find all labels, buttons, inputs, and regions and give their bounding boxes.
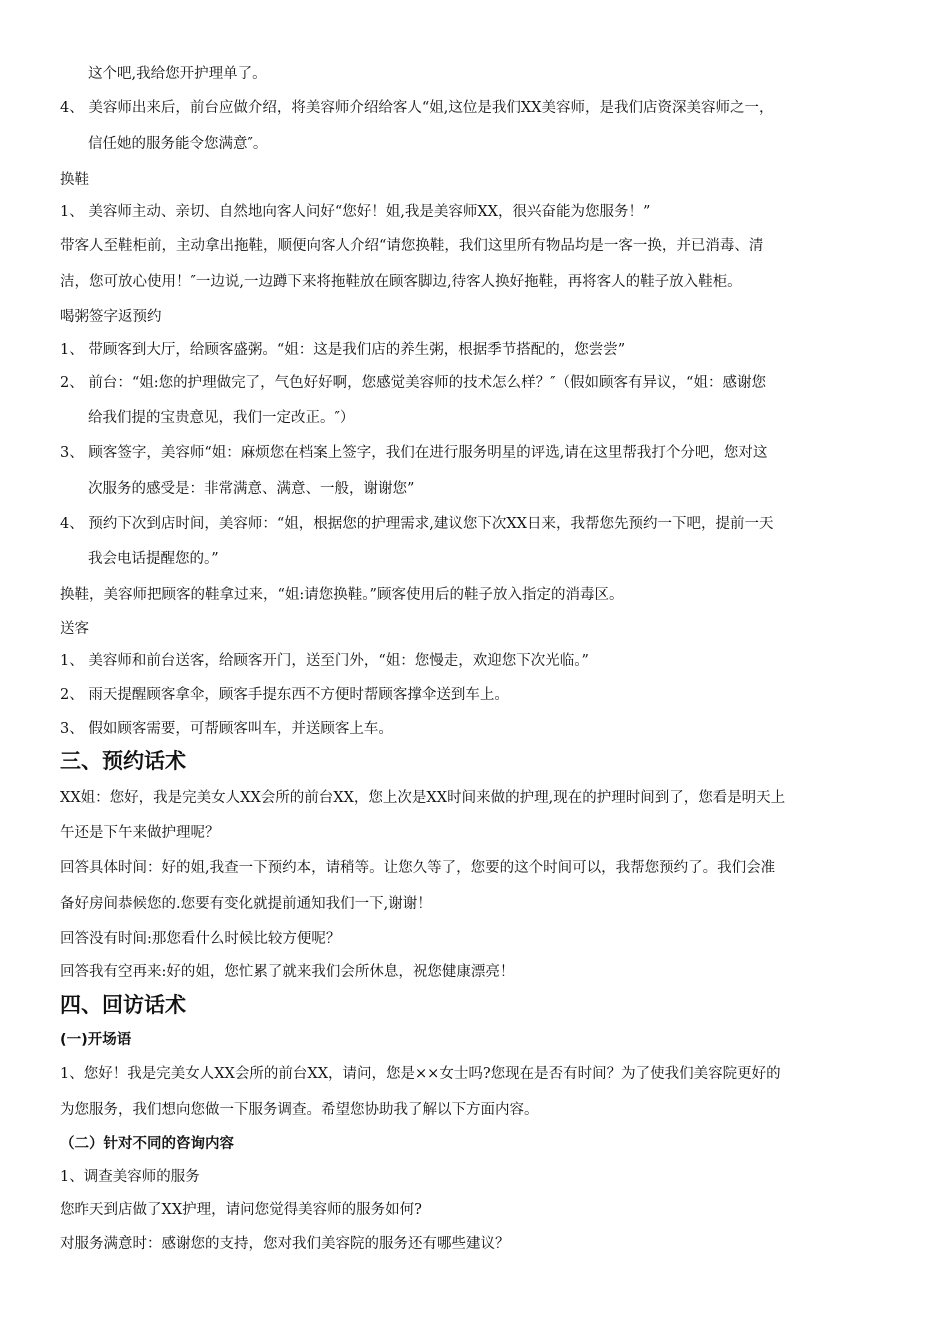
- list-item: 1、 带顾客到大厅，给顾客盛粥。“姐：这是我们店的养生粥，根据季节搭配的，您尝尝”: [60, 342, 626, 358]
- text-line: XX姐：您好，我是完美女人XX会所的前台XX，您上次是XX时间来做的护理,现在的护理时间到了，您看是明天上: [60, 790, 786, 806]
- subheading-consult: （二）针对不同的咨询内容: [60, 1136, 234, 1152]
- list-item: 3、 假如顾客需要，可帮顾客叫车，并送顾客上车。: [60, 721, 393, 737]
- heading-booking-script: 三、预约话术: [60, 749, 186, 773]
- text-line: 这个吧,我给您开护理单了。: [88, 66, 267, 82]
- text-line: 回答我有空再来:好的姐，您忙累了就来我们会所休息，祝您健康漂亮！: [60, 964, 515, 980]
- text-line: 回答没有时间:那您看什么时候比较方便呢？: [60, 931, 341, 947]
- list-item: 1、 美容师主动、亲切、自然地向客人问好“您好！姐,我是美容师XX，很兴奋能为您服务！”: [60, 204, 651, 220]
- list-item: 2、 雨天提醒顾客拿伞，顾客手提东西不方便时帮顾客撑伞送到车上。: [60, 687, 509, 703]
- section-label: 送客: [60, 621, 89, 637]
- list-item: 4、 预约下次到店时间，美容师：“姐，根据您的护理需求,建议您下次XX日来，我帮您先预约一下吧，提前一天: [60, 516, 774, 532]
- list-item: 1、您好！我是完美女人XX会所的前台XX，请问，您是××女士吗?您现在是否有时间？为了使我们美容院更好的: [60, 1066, 781, 1082]
- text-line: 午还是下午来做护理呢？: [60, 825, 220, 841]
- text-line: 对服务满意时：感谢您的支持，您对我们美容院的服务还有哪些建议？: [60, 1236, 510, 1252]
- heading-followup-script: 四、回访话术: [60, 993, 186, 1017]
- list-item: 2、 前台：“姐:您的护理做完了，气色好好啊，您感觉美容师的技术怎么样？″（假如顾客有异议，“姐：感谢您: [60, 375, 766, 391]
- text-line: 给我们提的宝贵意见，我们一定改正。″）: [88, 410, 355, 426]
- list-item: 3、 顾客签字，美容师“姐：麻烦您在档案上签字，我们在进行服务明星的评选,请在这里帮我打个分吧，您对这: [60, 445, 768, 461]
- text-line: 为您服务，我们想向您做一下服务调查。希望您协助我了解以下方面内容。: [60, 1102, 539, 1118]
- subheading-opening: (一)开场语: [60, 1032, 132, 1048]
- list-item: 4、 美容师出来后，前台应做介绍，将美容师介绍给客人“姐,这位是我们XX美容师，是我们店资深美容师之一，: [60, 100, 774, 116]
- list-item: 1、调查美容师的服务: [60, 1169, 200, 1185]
- text-line: 备好房间恭候您的.您要有变化就提前通知我们一下,谢谢！: [60, 896, 432, 912]
- text-line: 回答具体时间：好的姐,我查一下预约本，请稍等。让您久等了，您要的这个时间可以，我帮您预约了。我们会准: [60, 860, 776, 876]
- text-line: 换鞋，美容师把顾客的鞋拿过来，“姐:请您换鞋。”顾客使用后的鞋子放入指定的消毒区。: [60, 587, 624, 603]
- text-line: 洁，您可放心使用！″一边说,一边蹲下来将拖鞋放在顾客脚边,待客人换好拖鞋，再将客人的鞋子放入鞋柜。: [60, 274, 742, 290]
- text-line: 信任她的服务能令您满意″。: [88, 136, 268, 152]
- section-label: 换鞋: [60, 172, 89, 188]
- list-item: 1、 美容师和前台送客，给顾客开门，送至门外，“姐：您慢走，欢迎您下次光临。”: [60, 653, 589, 669]
- text-line: 我会电话提醒您的。”: [88, 551, 219, 567]
- section-label: 喝粥签字返预约: [60, 309, 162, 325]
- text-line: 次服务的感受是：非常满意、满意、一般，谢谢您”: [88, 481, 415, 497]
- text-line: 您昨天到店做了XX护理，请问您觉得美容师的服务如何?: [60, 1202, 422, 1218]
- text-line: 带客人至鞋柜前，主动拿出拖鞋，顺便向客人介绍“请您换鞋，我们这里所有物品均是一客一换，并已消毒、清: [60, 238, 764, 254]
